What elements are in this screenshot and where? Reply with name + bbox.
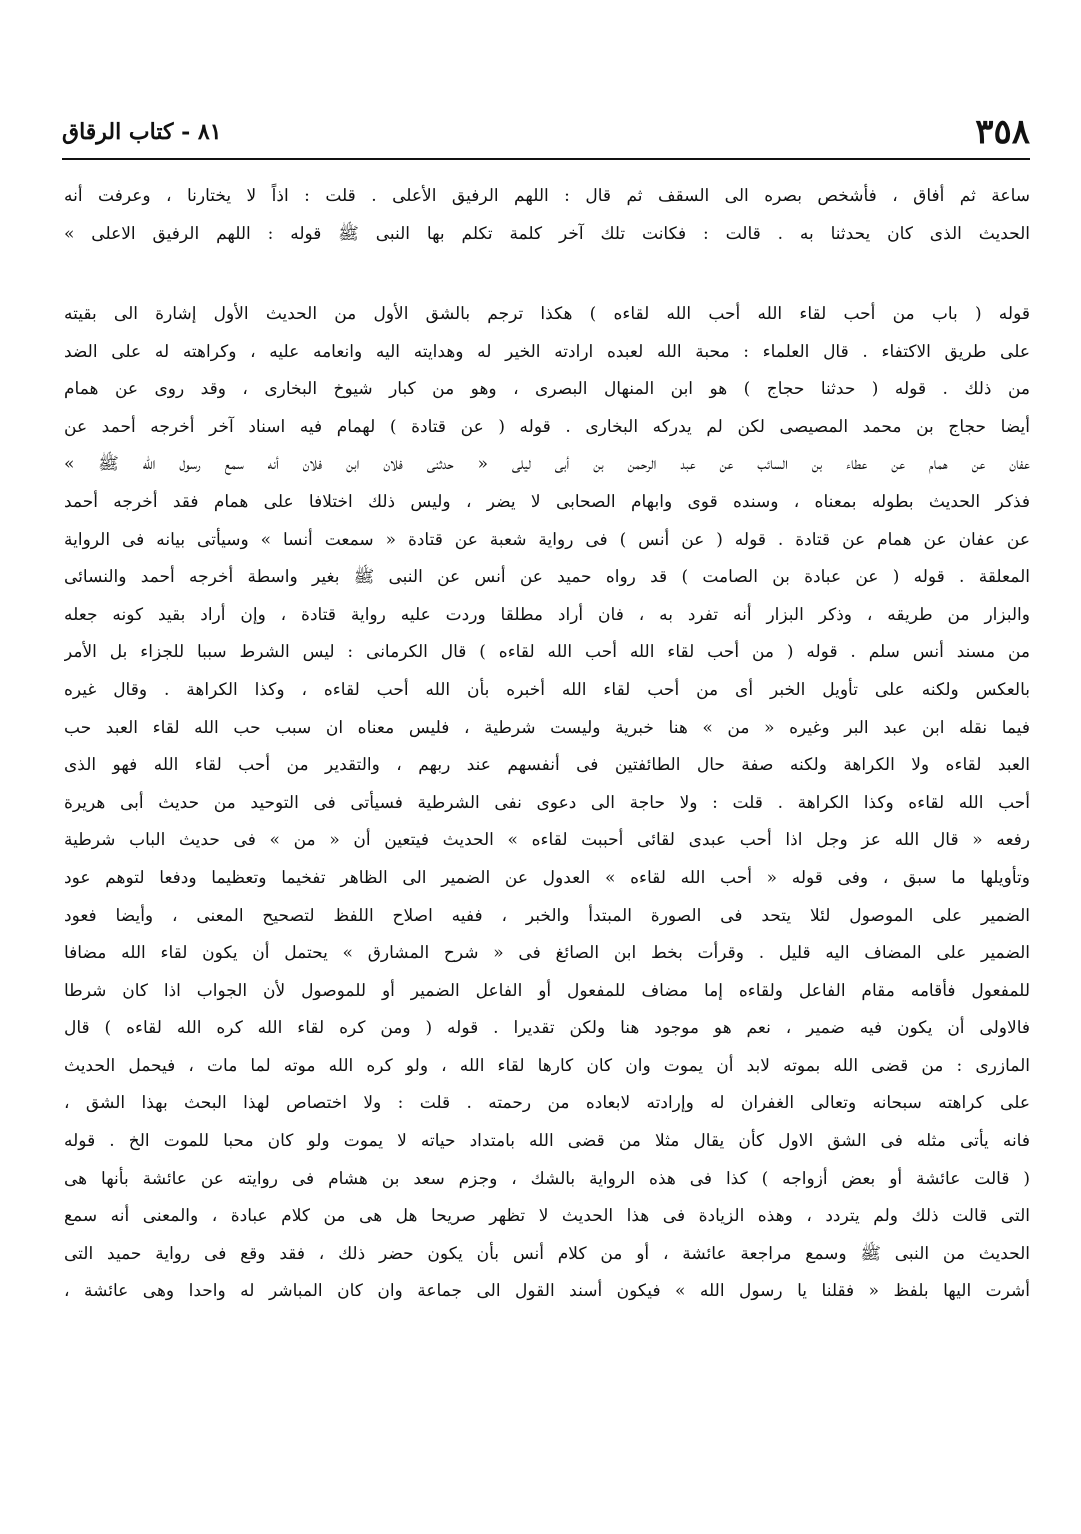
text-line: قوله ( باب من أحب لقاء الله أحب الله لقاءه ) هكذا ترجم بالشق الأول من الحديث الأول إشارة الى بقيته [64, 304, 1030, 324]
text-line: عفان عن همام عن عطاء بن السائب عن عبد الرحمن بن أبى ليلى « حدثنى فلان ابن فلان أنه سمع رسول الله ﷺ » [64, 454, 1030, 475]
text-line: رفعه « قال الله عز وجل اذا أحب عبدى لقائى أحببت لقاءه » الحديث فيتعين أن « من » فى حديث الباب شرطية [64, 830, 1030, 851]
text-line: العبد لقاءه ولا الكراهة ولكنه صفة حال الطائفتين فى أنفسهم عند ربهم ، والتقدير من أحب لقاء الله فهو الذى [64, 755, 1030, 776]
text-line: فيما نقله ابن عبد البر وغيره « من » هنا خبرية وليست شرطية ، فليس معناه ان سبب حب الله لقاء العبد حب [64, 717, 1030, 738]
hadith-text-block [64, 178, 1030, 253]
header-rule [62, 158, 1030, 160]
page-number: ٣٥٨ [975, 112, 1030, 152]
text-line: المعلقة . قوله ( عن عبادة بن الصامت ) قد رواه حميد عن أنس عن النبى ﷺ بغير واسطة أخرجه أحمد والنسائى [64, 567, 1030, 588]
text-line: الضمير على الموصول لئلا يتحد فى الصورة المبتدأ والخبر ، ففيه اصلاح اللفظ لتصحيح المعنى ، وأيضا فعود [64, 905, 1030, 926]
text-line: فانه يأتى مثله فى الشق الاول كأن يقال مثلا من قضى الله بامتداد حياته لا يموت ولو كان محبا للموت الخ . قوله [64, 1131, 1030, 1152]
text-line: أيضا حجاج بن محمد المصيصى لكن لم يدركه البخارى . قوله ( عن قتادة ) لهمام فيه اسناد آخر أخرجه أحمد عن [64, 416, 1030, 437]
text-line: فالاولى أن يكون فيه ضمير ، نعم هو موجود هنا ولكن تقديرا . قوله ( ومن كره لقاء الله كره الله لقاءه ) قال [64, 1018, 1030, 1039]
text-line: الضمير على المضاف اليه قليل . وقرأت بخط ابن الصائغ فى « شرح المشارق » يحتمل أن يكون لقاء الله مضافا [64, 943, 1030, 964]
text-line: من ذلك . قوله ( حدثنا حجاج ) هو ابن المنهال البصرى ، وهو من كبار شيوخ البخارى ، وقد روى عن همام [64, 379, 1030, 400]
chapter-title: ٨١ - كتاب الرقاق [62, 119, 222, 145]
text-line: التى قالت ذلك ولم يتردد ، وهذه الزيادة فى هذا الحديث لا تظهر صريحا هل هى من كلام عبادة ، والمعنى أنه سمع [64, 1206, 1030, 1227]
text-line: ساعة ثم أفاق ، فأشخص بصره الى السقف ثم قال : اللهم الرفيق الأعلى . قلت : اذاً لا يختارنا ، وعرفت أنه [64, 186, 1030, 206]
running-header [62, 110, 1030, 154]
text-line: على طريق الاكتفاء . قال العلماء : محبة الله لعبده ارادته الخير له وهدايته اليه وانعامه عليه ، وكراهته له على الضد [64, 341, 1030, 362]
commentary-text-block [64, 296, 1030, 1311]
text-line: عن عفان عن همام عن قتادة . قوله ( عن أنس ) فى رواية شعبة عن قتادة « سمعت أنسا » وسيأتى بيانه فى الرواية [64, 529, 1030, 550]
text-line: الحديث من النبى ﷺ وسمع مراجعة عائشة ، أو من كلام أنس بأن يكون حضر ذلك ، فقد وقع فى رواية حميد التى [64, 1243, 1030, 1264]
text-line: بالعكس ولكنه على تأويل الخبر أى من أحب لقاء الله أخبره بأن الله أحب لقاءه ، وكذا الكراهة . وقال غيره [64, 679, 1030, 700]
text-line: على كراهته سبحانه وتعالى الغفران له وإرادته لابعاده من رحمته . قلت : ولا اختصاص لهذا البحث بهذا الشق ، [64, 1093, 1030, 1114]
text-line: أحب الله لقاءه وكذا الكراهة . قلت : ولا حاجة الى دعوى نفى الشرطية فسيأتى فى التوحيد من حديث أبى هريرة [64, 792, 1030, 813]
text-line: الحديث الذى كان يحدثنا به . قالت : فكانت تلك آخر كلمة تكلم بها النبى ﷺ قوله : اللهم الرفيق الاعلى » [64, 223, 1030, 244]
text-line: فذكر الحديث بطوله بمعناه ، وسنده قوى وابهام الصحابى لا يضر ، وليس ذلك اختلافا على همام فقد أخرجه أحمد [64, 491, 1030, 512]
text-line: المازرى : من قضى الله بموته لابد أن يموت وان كان كارها لقاء الله ، ولو كره الله موته لما مات ، فيحمل الحديث [64, 1055, 1030, 1076]
text-line: ( قالت عائشة أو بعض أزواجه ) كذا فى هذه الرواية بالشك ، وجزم سعد بن هشام فى روايته عن عائشة بأنها هى [64, 1168, 1030, 1189]
text-line: والبزار من طريقه ، وذكر البزار أنه تفرد به ، فان أراد مطلقا وردت عليه رواية قتادة ، وإن أراد بقيد كونه جعله [64, 604, 1030, 625]
text-line: أشرت اليها بلفظ « فقلنا يا رسول الله » فيكون أسند القول الى جماعة وان كان المباشر له واحدا وهى عائشة ، [64, 1281, 1030, 1302]
text-line: من مسند أنس سلم . قوله ( من أحب لقاء الله أحب الله لقاءه ) قال الكرمانى : ليس الشرط سببا للجزاء بل الأمر [64, 642, 1030, 663]
text-line: للمفعول فأقامه مقام الفاعل ولقاءه إما مضاف للمفعول أو الفاعل الضمير أو للموصول لأن الجواب اذا كان شرطا [64, 980, 1030, 1001]
text-line: وتأويلها ما سبق ، وفى قوله « أحب الله لقاءه » العدول عن الضمير الى الظاهر تفخيما وتعظيما ودفعا لتوهم عود [64, 867, 1030, 888]
